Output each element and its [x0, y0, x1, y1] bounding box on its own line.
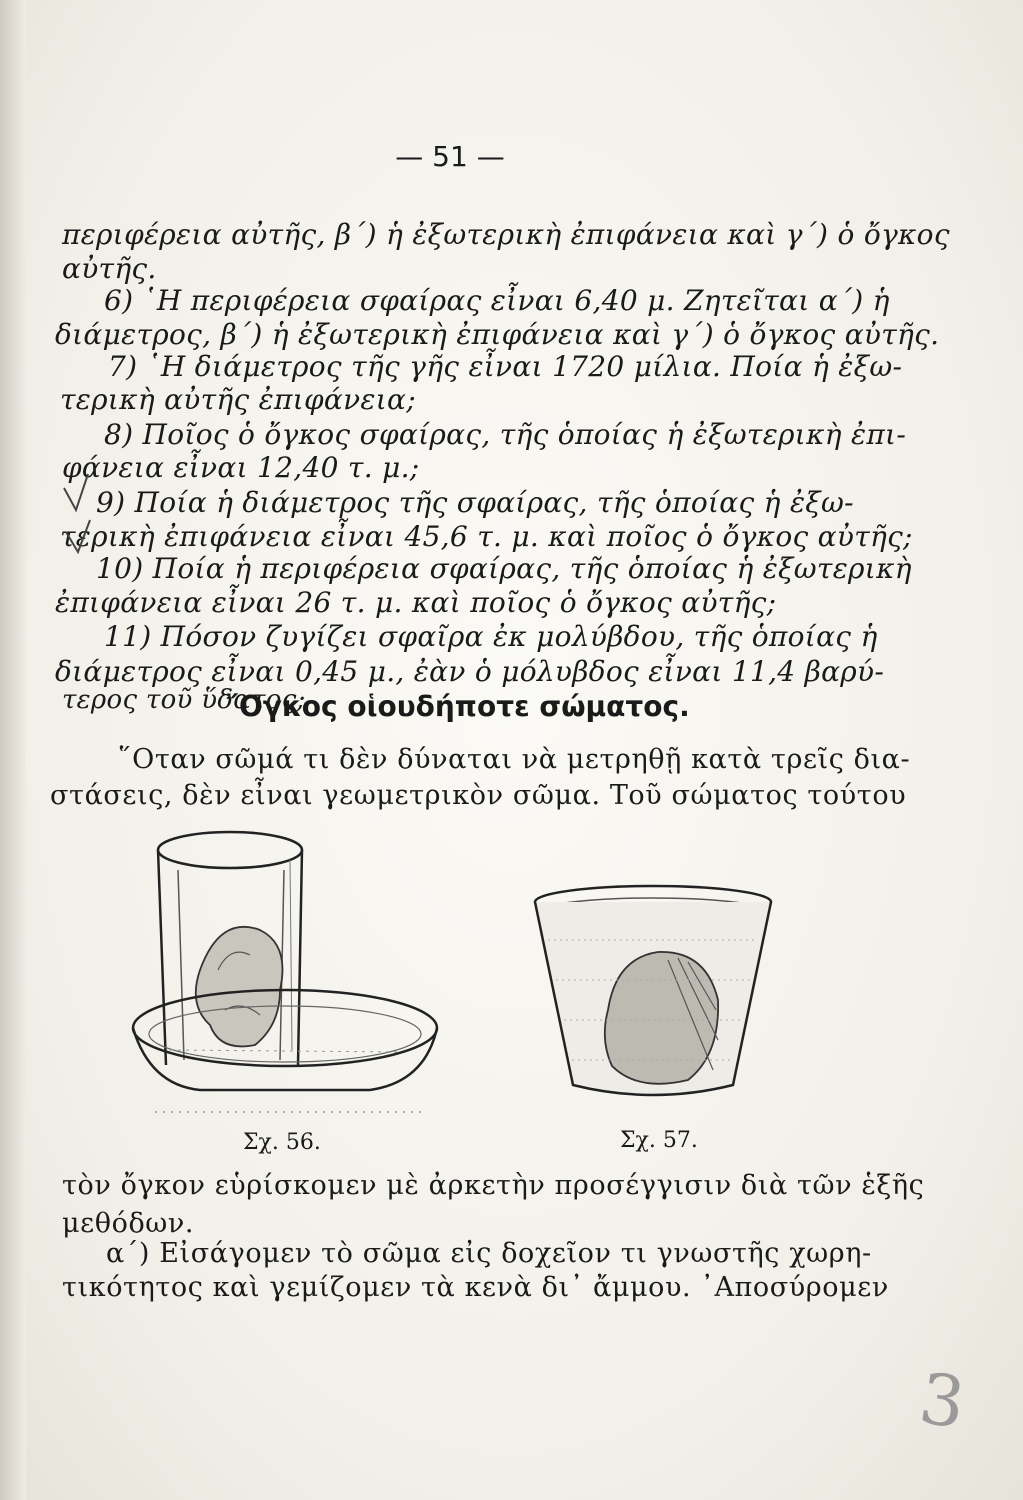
exercise-line: 6) ῾Η περιφέρεια σφαίρας εἶναι 6,40 μ. Ζητεῖται α΄) ἡ — [104, 284, 890, 317]
body-line: μεθόδων. — [62, 1208, 195, 1239]
pencil-margin-number: 3 — [914, 1357, 971, 1445]
body-line: τικότητος καὶ γεμίζομεν τὰ κενὰ δι᾽ ἄμμου. ᾽Αποσύρομεν — [62, 1272, 889, 1303]
exercise-line: 10) Ποία ἡ περιφέρεια σφαίρας, τῆς ὁποίας ἡ ἐξωτερικὴ — [96, 552, 912, 585]
exercise-line: αὐτῆς. — [62, 252, 157, 285]
exercise-line: περιφέρεια αὐτῆς, β΄) ἡ ἐξωτερικὴ ἐπιφάνεια καὶ γ΄) ὁ ὄγκος — [62, 218, 950, 251]
exercise-line: φάνεια εἶναι 12,40 τ. μ.; — [62, 451, 420, 484]
figure-57-tapered-vessel — [528, 880, 778, 1120]
page-spine-shadow — [0, 0, 26, 1500]
section-heading: ῎Ογκος οἱουδήποτε σώματος. — [225, 690, 690, 723]
body-line: α΄) Εἰσάγομεν τὸ σῶμα εἰς δοχεῖον τι γνωστῆς χωρη- — [106, 1238, 872, 1269]
exercise-line: διάμετρος εἶναι 0,45 μ., ἐὰν ὁ μόλυβδος εἶναι 11,4 βαρύ- — [55, 655, 885, 688]
exercise-line: τερικὴ αὐτῆς ἐπιφάνεια; — [60, 383, 416, 416]
exercise-line: τερικὴ ἐπιφάνεια εἶναι 45,6 τ. μ. καὶ ποῖος ὁ ὄγκος αὐτῆς; — [60, 520, 913, 553]
pencil-checkmark-icon — [56, 470, 116, 560]
exercise-line: ἐπιφάνεια εἶναι 26 τ. μ. καὶ ποῖος ὁ ὄγκος αὐτῆς; — [55, 586, 777, 619]
body-line: τὸν ὄγκον εὑρίσκομεν μὲ ἀρκετὴν προσέγγισιν διὰ τῶν ἑξῆς — [62, 1170, 925, 1201]
body-line: ῞Οταν σῶμά τι δὲν δύναται νὰ μετρηθῇ κατὰ τρεῖς δια- — [118, 744, 911, 775]
page-number: — 51 — — [395, 140, 505, 173]
body-line: στάσεις, δὲν εἶναι γεωμετρικὸν σῶμα. Τοῦ σώματος τούτου — [50, 780, 907, 811]
figure-56-cylinder-in-basin — [130, 820, 450, 1120]
exercise-line: 7) ῾Η διάμετρος τῆς γῆς εἶναι 1720 μίλια. Ποία ἡ ἐξω- — [108, 350, 903, 383]
figure-56-caption: Σχ. 56. — [243, 1130, 321, 1155]
exercise-line: 9) Ποία ἡ διάμετρος τῆς σφαίρας, τῆς ὁποίας ἡ ἐξω- — [96, 486, 854, 519]
exercise-line: 11) Πόσον ζυγίζει σφαῖρα ἐκ μολύβδου, τῆς ὁποίας ἡ — [104, 620, 878, 653]
figure-57-caption: Σχ. 57. — [620, 1128, 698, 1153]
exercise-line: τερος τοῦ ὕδατος; — [62, 685, 306, 715]
exercise-line: 8) Ποῖος ὁ ὄγκος σφαίρας, τῆς ὁποίας ἡ ἐξωτερικὴ ἐπι- — [104, 418, 907, 451]
exercise-line: διάμετρος, β΄) ἡ ἐξωτερικὴ ἐπιφάνεια καὶ γ΄) ὁ ὄγκος αὐτῆς. — [55, 318, 940, 351]
